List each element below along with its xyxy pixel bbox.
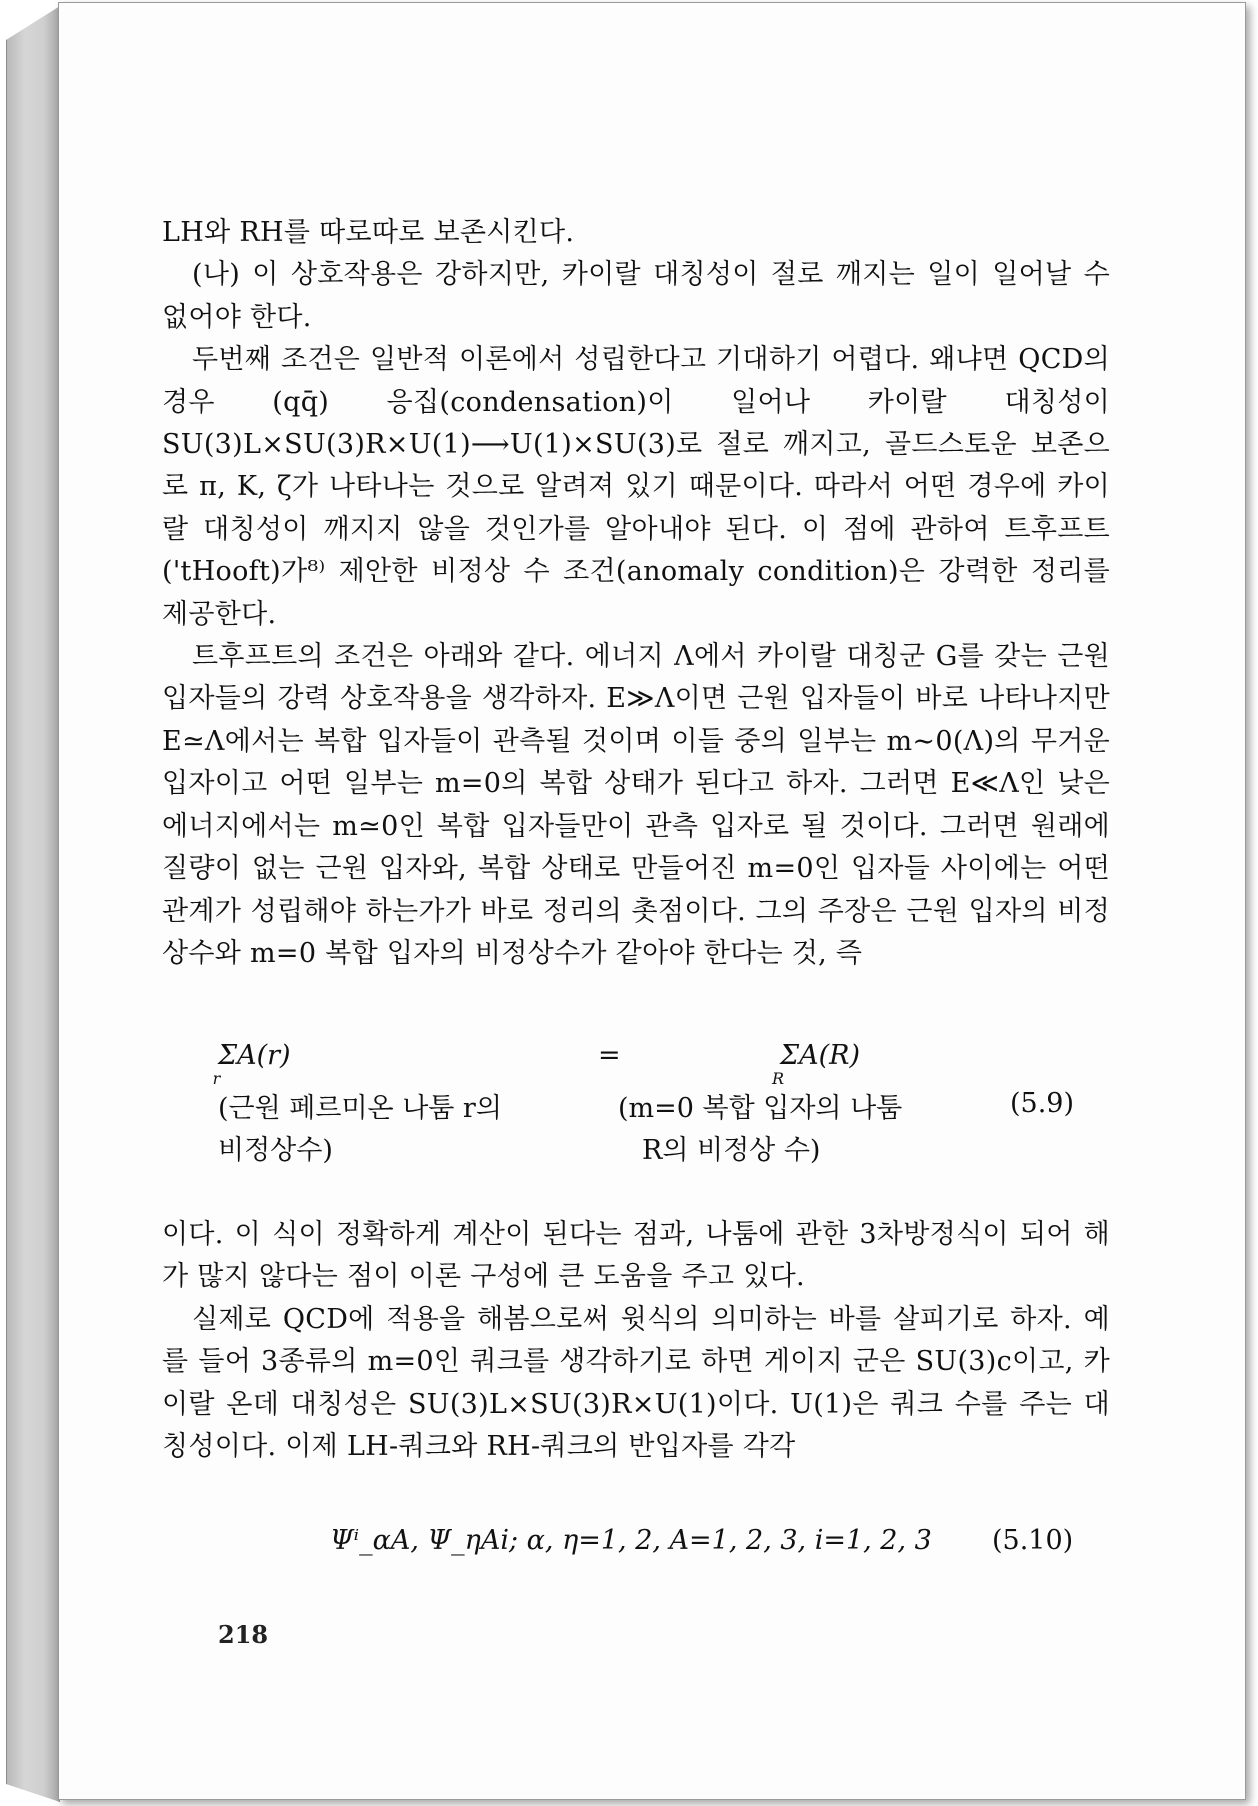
left-label-line-1: (근원 페르미온 나툼 r의 [218, 1093, 502, 1124]
book-spine [6, 6, 60, 1802]
paragraph: 이다. 이 식이 정확하게 계산이 된다는 점과, 나툼에 관한 3차방정식이 되어 해가 많지 않다는 점이 이론 구성에 큰 도움을 주고 있다. [162, 1219, 1110, 1293]
equation-left-label [218, 1088, 502, 1172]
sum-left: ΣA(r) [218, 1040, 291, 1071]
right-label-line-2: R의 비정상 수) [642, 1135, 821, 1166]
paragraph: 두번째 조건은 일반적 이론에서 성립한다고 기대하기 어렵다. 왜냐면 QCD의 경우 (qq̄) 응집(condensation)이 일어나 카이랄 대칭성이 SU(3)L×SU(3)R×U(1)⟶U(1)×SU(3)로 절로 깨지고, 골드스토운 보존으로 π, K, ζ가 나타나는 것으로 알려져 있기 때문이다. 따라서 어떤 경우에 카이랄 대칭성이 깨지지 않을 것인가를 알아내야 된다. 이 점에 관하여 트후프트('tHooft)가⁸⁾ 제안한 비정상 수 조건(anomaly condition)은 강력한 정리를 제공한다. [162, 344, 1110, 630]
page-number: 218 [218, 1620, 269, 1649]
paragraph: LH와 RH를 따로따로 보존시킨다. [162, 217, 575, 248]
paragraph: (나) 이 상호작용은 강하지만, 카이랄 대칭성이 절로 깨지는 일이 일어날 수 없어야 한다. [162, 259, 1110, 333]
paragraph: 트후프트의 조건은 아래와 같다. 에너지 Λ에서 카이랄 대칭군 G를 갖는 근원 입자들의 강력 상호작용을 생각하자. E≫Λ이면 근원 입자들이 바로 나타나지만 E≃Λ에서는 복합 입자들이 관측될 것이며 이들 중의 일부는 m∼0(Λ)의 무거운 입자이고 어떤 일부는 m=0의 복합 상태가 된다고 하자. 그러면 E≪Λ인 낮은 에너지에서는 m≃0인 복합 입자들만이 관측 입자로 될 것이다. 그러면 원래에 질량이 없는 근원 입자와, 복합 상태로 만들어진 m=0인 입자들 사이에는 어떤 관계가 성립해야 하는가가 바로 정리의 촛점이다. 그의 주장은 근원 입자의 비정상수와 m=0 복합 입자의 비정상수가 같아야 한다는 것, 즉 [162, 641, 1110, 969]
equation-right-label [618, 1088, 902, 1172]
right-label-line-1: (m=0 복합 입자의 나툼 [618, 1093, 903, 1124]
sum-right-index: R [772, 1069, 785, 1089]
body-text-continued [162, 1214, 1110, 1468]
equation-formula: Ψⁱ_αA, Ψ_ηAi; α, η=1, 2, A=1, 2, 3, i=1, 2, 3 [330, 1525, 932, 1556]
equation-number: (5.9) [1010, 1088, 1075, 1119]
equals-sign: = [598, 1040, 621, 1071]
sum-right: ΣA(R) [780, 1040, 860, 1071]
equation-number: (5.10) [992, 1525, 1074, 1556]
sum-left-index: r [212, 1069, 221, 1089]
paragraph: 실제로 QCD에 적용을 해봄으로써 윗식의 의미하는 바를 살피기로 하자. 예를 들어 3종류의 m=0인 쿼크를 생각하기로 하면 게이지 군은 SU(3)c이고, 카이랄 온데 대칭성은 SU(3)L×SU(3)R×U(1)이다. U(1)은 쿼크 수를 주는 대칭성이다. 이제 LH-쿼크와 RH-쿼크의 반입자를 각각 [162, 1303, 1110, 1463]
left-label-line-2: 비정상수) [218, 1135, 333, 1166]
body-text [162, 212, 1110, 975]
